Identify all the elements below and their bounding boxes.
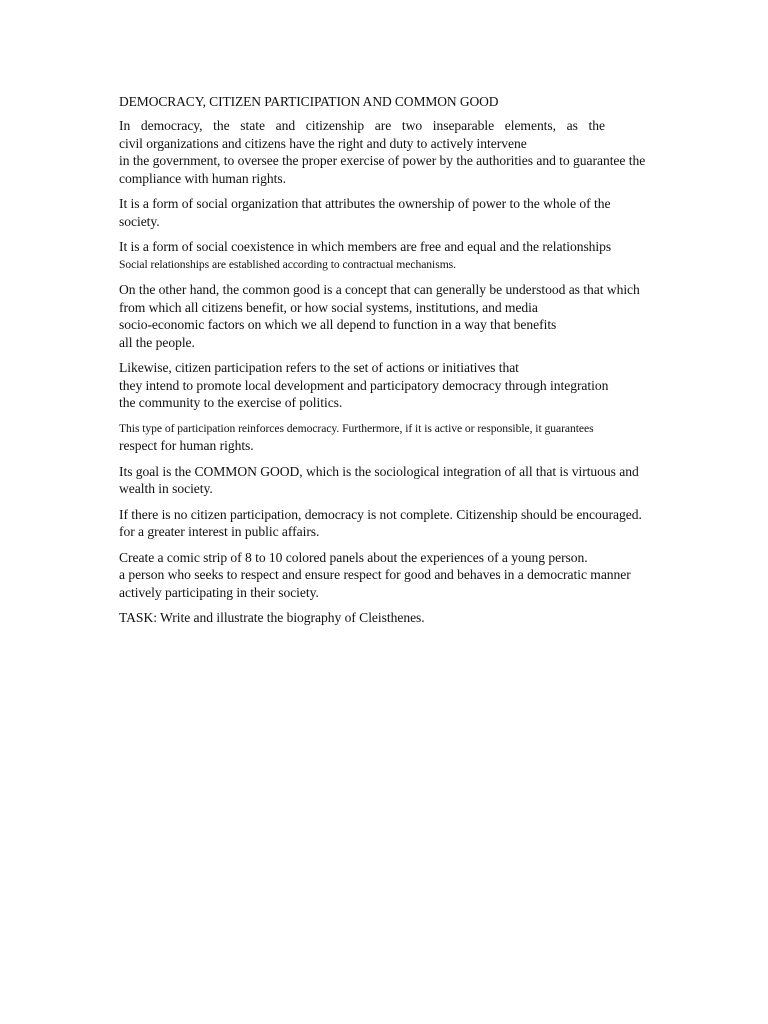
paragraph-line: socio-economic factors on which we all depend to function in a way that benefits — [119, 317, 557, 332]
paragraph-task — [119, 609, 679, 627]
paragraph-line: Create a comic strip of 8 to 10 colored panels about the experiences of a young person. — [119, 549, 588, 565]
paragraph-line: compliance with human rights. — [119, 170, 286, 186]
paragraph-democracy-intro — [119, 117, 679, 187]
paragraph-line: a person who seeks to respect and ensure respect for good and behaves in a democratic manner — [119, 567, 631, 582]
paragraph-line: in the government, to oversee the proper exercise of power by the authorities and to guarantee the — [119, 153, 646, 168]
document-title: DEMOCRACY, CITIZEN PARTICIPATION AND COMMON GOOD — [119, 94, 499, 109]
paragraph-line: civil organizations and citizens have the right and duty to actively intervene — [119, 135, 527, 151]
paragraph-line: wealth in society. — [119, 481, 213, 496]
paragraph-line: In democracy, the state and citizenship are two inseparable elements, as the — [119, 118, 605, 133]
paragraph-social-coexistence — [119, 238, 679, 273]
task-line: TASK: Write and illustrate the biography of Cleisthenes. — [119, 610, 425, 625]
paragraph-line: On the other hand, the common good is a concept that can generally be understood as that which — [119, 282, 640, 297]
paragraph-line: actively participating in their society. — [119, 584, 319, 600]
paragraph-citizen-participation — [119, 359, 679, 412]
paragraph-goal — [119, 463, 679, 498]
paragraph-line: from which all citizens benefit, or how social systems, institutions, and media — [119, 299, 538, 315]
paragraph-line: society. — [119, 213, 160, 229]
paragraph-line: Its goal is the COMMON GOOD, which is the sociological integration of all that is virtuous and — [119, 463, 639, 479]
paragraph-line: Social relationships are established according to contractual mechanisms. — [119, 257, 456, 271]
document-body — [119, 93, 679, 635]
paragraph-line: This type of participation reinforces democracy. Furthermore, if it is active or responsible, it guarantees — [119, 421, 594, 435]
paragraph-line: Likewise, citizen participation refers to the set of actions or initiatives that — [119, 360, 519, 375]
paragraph-line: It is a form of social coexistence in which members are free and equal and the relationships — [119, 239, 612, 254]
paragraph-participation-reinforces — [119, 420, 679, 455]
paragraph-comic-strip-instructions — [119, 549, 679, 602]
paragraph-line: If there is no citizen participation, democracy is not complete. Citizenship should be encouraged. — [119, 506, 642, 522]
paragraph-common-good — [119, 281, 679, 351]
paragraph-no-participation — [119, 506, 679, 541]
paragraph-line: It is a form of social organization that attributes the ownership of power to the whole of the — [119, 196, 611, 211]
paragraph-line: they intend to promote local development and participatory democracy through integration — [119, 377, 609, 393]
paragraph-line: for a greater interest in public affairs. — [119, 524, 320, 539]
paragraph-line: the community to the exercise of politics. — [119, 395, 343, 410]
paragraph-line: all the people. — [119, 334, 195, 350]
paragraph-line: respect for human rights. — [119, 438, 254, 453]
paragraph-social-organization — [119, 195, 679, 230]
